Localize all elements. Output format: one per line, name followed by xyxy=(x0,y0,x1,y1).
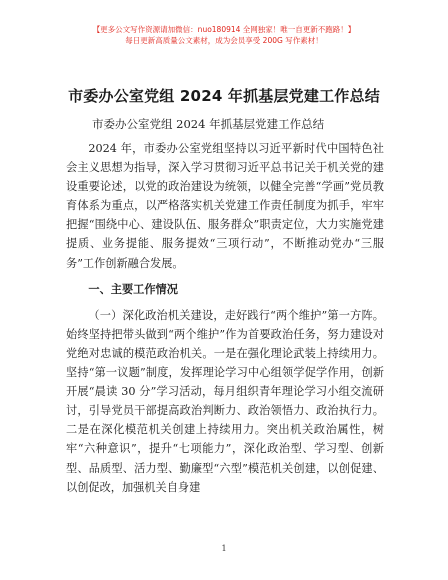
promo-banner-line-1: 【更多公文写作资源请加微信：nuo180914 全网独家！唯一自更新不跑路！】 xyxy=(92,25,356,34)
section-heading: 一、主要工作情况 xyxy=(88,282,178,296)
document-title: 市委办公室党组 2024 年抓基层党建工作总结 xyxy=(68,87,380,105)
document-subtitle: 市委办公室党组 2024 年抓基层党建工作总结 xyxy=(92,117,325,131)
promo-banner xyxy=(0,24,448,46)
intro-paragraph: 2024 年，市委办公室党组坚持以习近平新时代中国特色社会主义思想为指导，深入学习贯彻习近平总书记关于机关党的建设重要论述，以党的政治建设为统领，以健全完善“学画”党员教育体系为重点，以严格落实机关党建工作责任制度为抓手，牢牢把握“围绕中心、建设队伍、服务群众”职责定位，大力实施党建提质、业务提能、服务提效“三项行动”，不断推动党办“三服务”工作创新融合发展。 xyxy=(66,142,384,270)
page-number: 1 xyxy=(221,544,227,553)
promo-banner-line-2: 每日更新高质量公文素材，成为会员享受 200G 写作素材！ xyxy=(125,36,323,45)
document-body xyxy=(66,139,384,497)
section-paragraph: （一）深化政治机关建设，走好践行“两个维护”第一方阵。始终坚持把带头做到“两个维护”作为首要政治任务，努力建设对党绝对忠诚的模范政治机关。一是在强化理论武装上持续用力。坚持“第一议题”制度，发挥理论学习中心组领学促学作用，创新开展“晨读 30 分”学习活动，每月组织青年理论学习小组交流研讨，引导党员干部提高政治判断力、政治领悟力、政治执行力。二是在深化模范机关创建上持续用力。突出机关政治属性，树牢“六种意识”，提升“七项能力”，深化政治型、学习型、创新型、品质型、活力型、勤廉型“六型”模范机关创建，以创促建、以创促改，加强机关自身建 xyxy=(66,308,384,494)
